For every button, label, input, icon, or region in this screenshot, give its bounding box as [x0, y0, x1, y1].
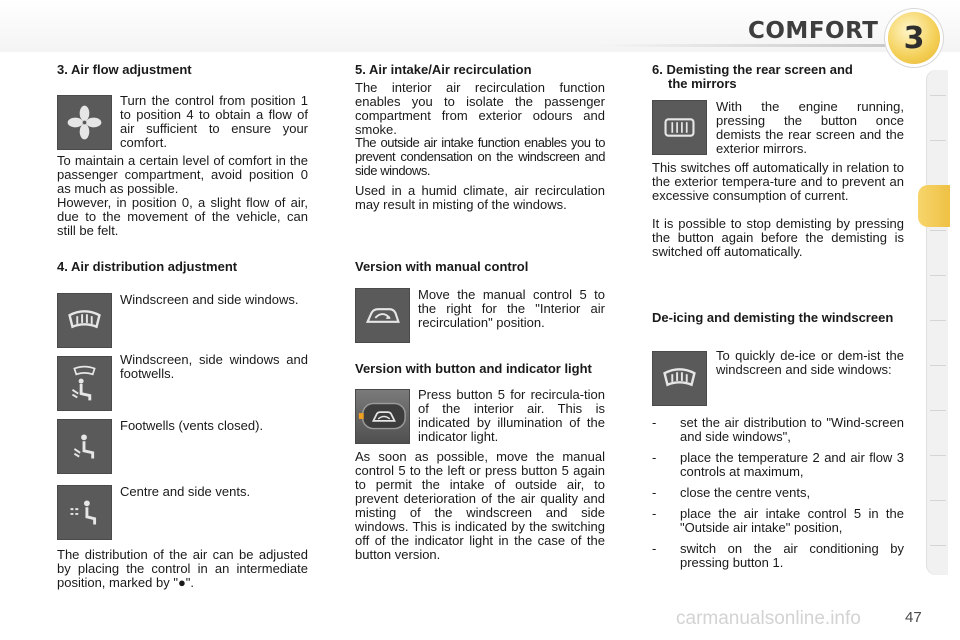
recirculation-icon — [355, 288, 410, 343]
rear-demist-paragraph-1: This switches off automatically in relation to the exterior tempera-ture and to prevent an excessive consumption of current. — [652, 160, 904, 203]
heading-air-distribution: 4. Air distribution adjustment — [57, 259, 238, 274]
list-dash: - — [652, 506, 657, 521]
heading-air-flow: 3. Air flow adjustment — [57, 62, 192, 77]
deicing-step-3: close the centre vents, — [680, 485, 811, 500]
side-tab-divider — [930, 500, 946, 501]
watermark: carmanualsonline.info — [676, 608, 861, 629]
list-dash: - — [652, 415, 657, 430]
list-dash: - — [652, 450, 657, 465]
heading-air-intake: 5. Air intake/Air recirculation — [355, 62, 532, 77]
dist-label-windscreen-footwells: Windscreen, side windows and footwells. — [120, 352, 308, 381]
rear-demist-icon — [652, 100, 707, 155]
chapter-number-badge — [888, 12, 940, 64]
side-tab-divider — [930, 320, 946, 321]
chapter-number: 3 — [903, 20, 925, 56]
air-flow-instruction: Turn the control from position 1 to position 4 to obtain a flow of air sufficient to ensure your comfort. — [120, 93, 308, 150]
heading-button-version: Version with button and indicator light — [355, 361, 592, 376]
chapter-title: COMFORT — [748, 18, 879, 44]
dist-label-footwells: Footwells (vents closed). — [120, 418, 264, 433]
distribution-paragraph: The distribution of the air can be adjusted by placing the control in an intermediate position, marked by "●". — [57, 547, 308, 590]
heading-manual-control: Version with manual control — [355, 259, 529, 274]
footwells-icon — [57, 419, 112, 474]
deicing-step-1: set the air distribution to "Wind-screen and side windows", — [680, 415, 904, 444]
rear-demist-instruction: With the engine running, pressing the button once demists the rear screen and the exterior mirrors. — [716, 99, 904, 156]
intake-final-paragraph: As soon as possible, move the manual control 5 to the left or press button 5 again to permit the intake of outside air, to prevent deterioration of the air quality and misting of the windscreen and side windows. This is indicated by the switching off of the indicator light in the case of the button version. — [355, 449, 605, 562]
side-tab-divider — [930, 410, 946, 411]
side-tab-divider — [930, 545, 946, 546]
list-item — [652, 486, 904, 500]
list-item — [652, 542, 904, 570]
list-item — [652, 416, 904, 444]
list-dash: - — [652, 541, 657, 556]
side-tab-divider — [930, 230, 946, 231]
air-flow-paragraph-1: To maintain a certain level of comfort in the passenger compartment, avoid position 0 as much as possible. — [57, 153, 308, 196]
rear-demist-paragraph-2: It is possible to stop demisting by pressing the button again before the demisting is switched off automatically. — [652, 216, 904, 259]
side-tab-divider — [930, 455, 946, 456]
page-number: 47 — [905, 609, 922, 626]
windscreen-footwells-icon — [57, 356, 112, 411]
list-dash: - — [652, 485, 657, 500]
deicing-step-2: place the temperature 2 and air flow 3 controls at maximum, — [680, 450, 904, 479]
air-intake-paragraph-2: The outside air intake function enables you to prevent condensation on the windscreen and side windows. — [355, 135, 605, 178]
list-item — [652, 507, 904, 535]
centre-side-vents-icon — [57, 485, 112, 540]
deicing-step-4: place the air intake control 5 in the "Outside air intake" position, — [680, 506, 904, 535]
button-version-instruction: Press button 5 for recircula-tion of the interior air. This is indicated by illumination of the indicator light. — [418, 387, 605, 444]
heading-deicing: De-icing and demisting the windscreen — [652, 310, 894, 325]
header-swoosh — [600, 44, 890, 47]
deicing-step-5: switch on the air conditioning by pressing button 1. — [680, 541, 904, 570]
side-tab-divider — [930, 275, 946, 276]
deicing-steps-list — [652, 416, 904, 577]
recirculation-button-icon — [355, 389, 410, 444]
dist-label-centre-side-vents: Centre and side vents. — [120, 484, 251, 499]
air-flow-paragraph-2: However, in position 0, a slight flow of air, due to the movement of the vehicle, can still be felt. — [57, 195, 308, 238]
manual-control-instruction: Move the manual control 5 to the right for the "Interior air recirculation" position. — [418, 287, 605, 330]
side-tab-divider — [930, 365, 946, 366]
side-tab-divider — [930, 95, 946, 96]
windscreen-windows-icon — [57, 293, 112, 348]
fan-icon — [57, 95, 112, 150]
dist-label-windscreen-windows: Windscreen and side windows. — [120, 292, 299, 307]
chapter-side-tabs[interactable] — [926, 70, 948, 575]
heading-rear-demist: 6. Demisting the rear screen and the mirrors — [652, 62, 853, 91]
deicing-instruction: To quickly de-ice or dem-ist the windscreen and side windows: — [716, 348, 904, 377]
side-tab-divider — [930, 140, 946, 141]
air-intake-paragraph-1: The interior air recirculation function enables you to isolate the passenger compartment from exterior odours and smoke. — [355, 80, 605, 137]
windscreen-demist-icon — [652, 351, 707, 406]
list-item — [652, 451, 904, 479]
side-tab-active-comfort[interactable] — [918, 185, 950, 227]
air-intake-paragraph-3: Used in a humid climate, air recirculation may result in misting of the windows. — [355, 183, 605, 212]
